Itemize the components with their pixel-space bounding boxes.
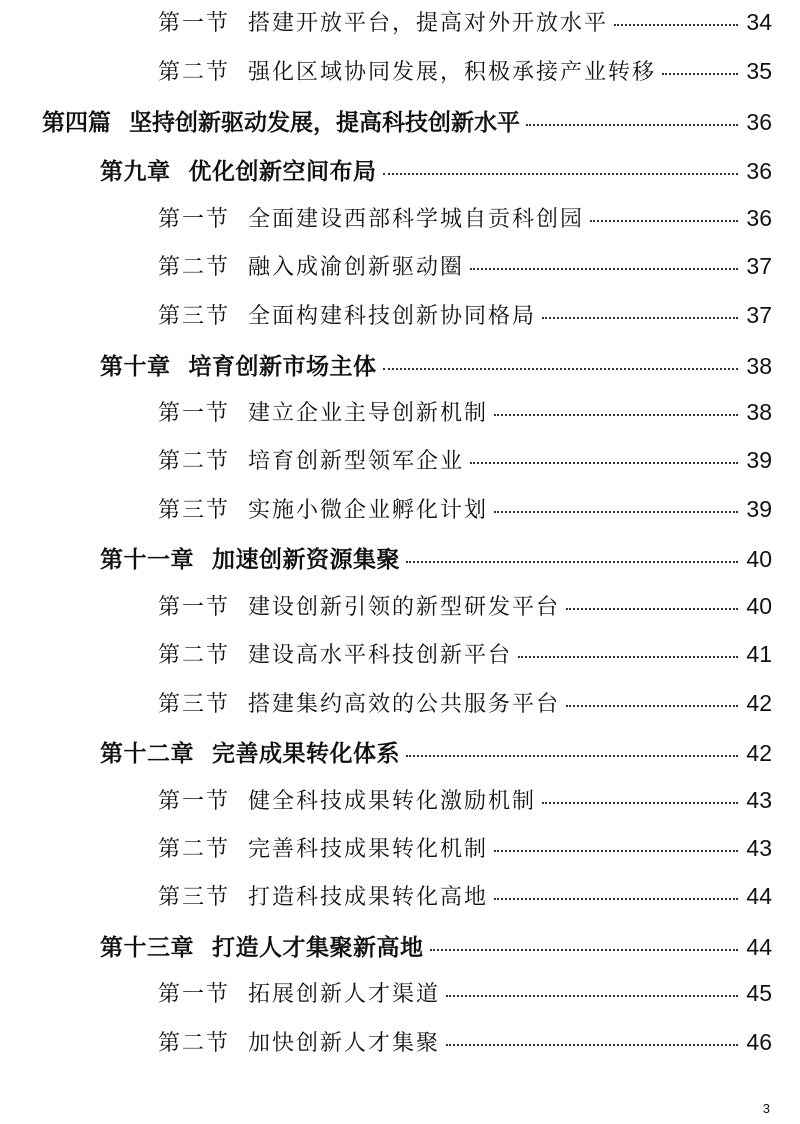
toc-entry[interactable] [158, 493, 772, 533]
toc-entry-chapter[interactable] [100, 929, 772, 969]
toc-entry-label: 第二节 [158, 255, 231, 280]
toc-entry-page: 34 [746, 9, 772, 35]
toc-entry-title: 加快创新人才集聚 [248, 1031, 441, 1056]
toc-entry-page: 36 [746, 109, 772, 135]
dot-leader [526, 124, 738, 126]
dot-leader [470, 268, 738, 270]
toc-entry-title: 培育创新型领军企业 [248, 449, 465, 474]
toc-entry-part[interactable] [42, 104, 772, 144]
toc-entry-page: 42 [746, 740, 772, 766]
toc-entry-label: 第十二章 [100, 741, 194, 767]
toc-entry[interactable] [158, 299, 772, 339]
toc-entry[interactable] [158, 590, 772, 630]
toc-entry-page: 35 [746, 58, 772, 84]
toc-entry[interactable] [158, 250, 772, 290]
dot-leader [446, 1044, 738, 1046]
toc-entry-page: 36 [746, 158, 772, 184]
dot-leader [494, 850, 738, 852]
dot-leader [494, 898, 738, 900]
toc-entry-title: 全面构建科技创新协同格局 [248, 304, 537, 329]
toc-entry-label: 第四篇 [42, 110, 111, 136]
toc-entry-label: 第一节 [158, 982, 231, 1007]
dot-leader [430, 949, 739, 951]
toc-entry[interactable] [158, 687, 772, 727]
toc-entry-page: 37 [746, 302, 772, 328]
toc-entry-label: 第一节 [158, 595, 231, 620]
toc-entry-chapter[interactable] [100, 348, 772, 388]
toc-entry-page: 43 [746, 835, 772, 861]
toc-entry-title: 融入成渝创新驱动圈 [248, 255, 465, 280]
toc-entry-label: 第十章 [100, 354, 171, 380]
toc-entry-title: 搭建开放平台，提高对外开放水平 [248, 11, 609, 36]
toc-entry-label: 第一节 [158, 207, 231, 232]
toc-entry-title: 建设高水平科技创新平台 [248, 643, 513, 668]
dot-leader [446, 995, 738, 997]
toc-entry-chapter[interactable] [100, 541, 772, 581]
dot-leader [542, 317, 738, 319]
toc-entry-chapter[interactable] [100, 153, 772, 193]
dot-leader [383, 173, 739, 175]
toc-entry-label: 第二节 [158, 837, 231, 862]
toc-entry-label: 第三节 [158, 885, 231, 910]
toc-entry-title: 实施小微企业孵化计划 [248, 498, 489, 523]
toc-entry[interactable] [158, 880, 772, 920]
toc-entry-title: 优化创新空间布局 [188, 159, 377, 185]
dot-leader [383, 368, 739, 370]
toc-entry-label: 第一节 [158, 401, 231, 426]
toc-entry-label: 第十三章 [100, 935, 194, 961]
toc-entry-label: 第九章 [100, 159, 171, 185]
toc-entry-page: 40 [746, 546, 772, 572]
toc-entry-page: 39 [746, 496, 772, 522]
dot-leader [470, 462, 738, 464]
toc-entry[interactable] [158, 1026, 772, 1066]
toc-entry-page: 44 [746, 934, 772, 960]
toc-entry-title: 坚持创新驱动发展，提高科技创新水平 [129, 110, 520, 136]
toc-entry-page: 41 [746, 641, 772, 667]
toc-entry-label: 第三节 [158, 304, 231, 329]
toc-entry[interactable] [158, 202, 772, 242]
toc-entry-title: 打造科技成果转化高地 [248, 885, 489, 910]
toc-entry[interactable] [158, 55, 772, 95]
toc-entry-title: 完善科技成果转化机制 [248, 837, 489, 862]
toc-entry-title: 搭建集约高效的公共服务平台 [248, 692, 561, 717]
toc-entry-label: 第十一章 [100, 547, 194, 573]
toc-entry-title: 打造人才集聚新高地 [212, 935, 424, 961]
toc-entry-page: 44 [746, 883, 772, 909]
toc-entry[interactable] [158, 977, 772, 1017]
toc-entry-title: 健全科技成果转化激励机制 [248, 789, 537, 814]
toc-entry-title: 拓展创新人才渠道 [248, 982, 441, 1007]
toc-entry-title: 强化区域协同发展，积极承接产业转移 [248, 60, 657, 85]
toc-entry-label: 第二节 [158, 449, 231, 474]
toc-entry[interactable] [158, 832, 772, 872]
toc-entry[interactable] [158, 444, 772, 484]
toc-entry-label: 第一节 [158, 789, 231, 814]
dot-leader [494, 414, 738, 416]
toc-entry-title: 加速创新资源集聚 [212, 547, 400, 573]
toc-entry-page: 38 [746, 399, 772, 425]
dot-leader [406, 561, 738, 563]
dot-leader [542, 802, 738, 804]
toc-entry-title: 培育创新市场主体 [188, 354, 377, 380]
toc-entry-page: 46 [746, 1029, 772, 1055]
dot-leader [566, 705, 738, 707]
dot-leader [614, 24, 738, 26]
dot-leader [406, 755, 738, 757]
toc-entry-page: 45 [746, 980, 772, 1006]
toc-entry-page: 40 [746, 593, 772, 619]
dot-leader [590, 220, 738, 222]
dot-leader [494, 511, 738, 513]
toc-entry-label: 第二节 [158, 60, 231, 85]
toc-entry-page: 43 [746, 787, 772, 813]
toc-entry-title: 全面建设西部科学城自贡科创园 [248, 207, 585, 232]
toc-entry[interactable] [158, 6, 772, 46]
toc-entry-label: 第三节 [158, 498, 231, 523]
toc-entry-page: 36 [746, 205, 772, 231]
toc-entry-label: 第三节 [158, 692, 231, 717]
toc-entry[interactable] [158, 638, 772, 678]
page-number: 3 [762, 1101, 770, 1116]
toc-entry-label: 第二节 [158, 1031, 231, 1056]
toc-entry-title: 完善成果转化体系 [212, 741, 400, 767]
toc-entry[interactable] [158, 784, 772, 824]
toc-entry-page: 42 [746, 690, 772, 716]
dot-leader [566, 608, 738, 610]
toc-entry-page: 39 [746, 447, 772, 473]
dot-leader [518, 656, 738, 658]
toc-entry-title: 建设创新引领的新型研发平台 [248, 595, 561, 620]
toc-entry[interactable] [158, 396, 772, 436]
toc-entry-title: 建立企业主导创新机制 [248, 401, 489, 426]
dot-leader [662, 73, 738, 75]
toc-entry-label: 第二节 [158, 643, 231, 668]
toc-entry-page: 37 [746, 253, 772, 279]
toc-entry-label: 第一节 [158, 11, 231, 36]
toc-entry-page: 38 [746, 353, 772, 379]
toc-entry-chapter[interactable] [100, 735, 772, 775]
